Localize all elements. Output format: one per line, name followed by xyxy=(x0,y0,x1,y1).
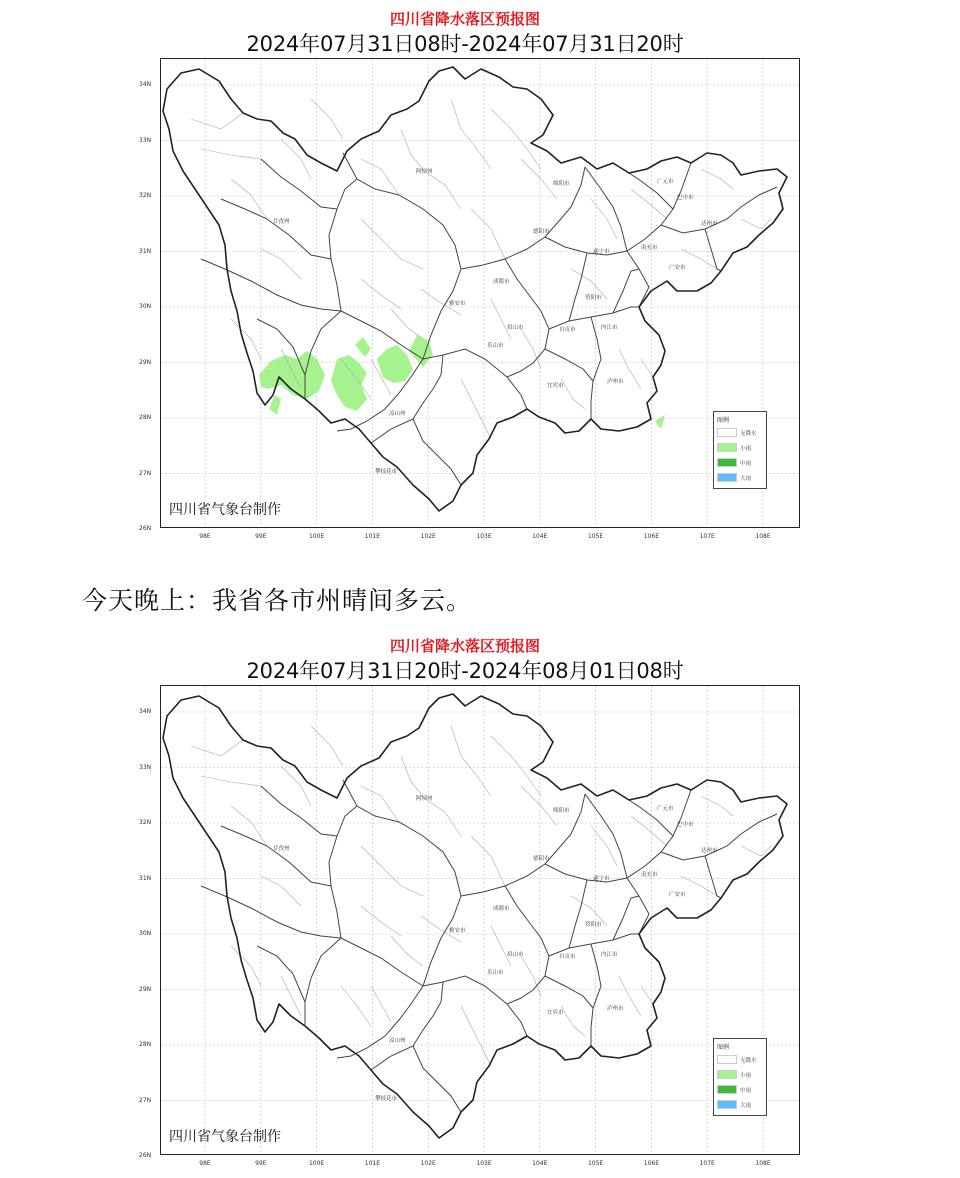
county-boundary xyxy=(261,249,301,279)
lat-tick-label: 34N xyxy=(139,81,152,88)
city-label: 达州市 xyxy=(701,848,718,854)
lon-tick-label: 103E xyxy=(476,533,492,540)
lat-tick-label: 33N xyxy=(139,136,152,144)
prefecture-boundary xyxy=(261,159,337,209)
lon-tick-label: 105E xyxy=(587,1160,604,1167)
prefecture-boundary xyxy=(341,938,423,986)
legend-label: 大雨 xyxy=(740,1102,752,1109)
lon-tick-label: 103E xyxy=(476,1160,492,1167)
map-period: 2024年07月31日08时-2024年07月31日20时 xyxy=(246,32,684,56)
prefecture-boundary xyxy=(585,167,627,251)
sichuan-map xyxy=(161,59,799,527)
city-label: 巴中市 xyxy=(677,195,694,201)
legend-item xyxy=(717,1097,763,1112)
city-label: 遂宁市 xyxy=(593,249,610,255)
city-label: 眉山市 xyxy=(507,952,524,958)
city-label: 广元市 xyxy=(657,179,674,185)
county-boundary xyxy=(561,1006,585,1036)
county-boundary xyxy=(521,159,557,199)
forecast-caption: 今天晚上：我省各市州晴间多云。 xyxy=(82,586,473,615)
map-credit: 四川省气象台制作 xyxy=(169,502,281,518)
city-label: 宜宾市 xyxy=(547,383,564,389)
city-label: 甘孜州 xyxy=(273,219,290,225)
prefecture-boundary xyxy=(585,794,627,878)
county-boundary xyxy=(741,846,771,856)
prefecture-boundary xyxy=(613,269,639,313)
city-label: 成都市 xyxy=(493,906,510,912)
lon-tick-label: 102E xyxy=(420,1160,436,1167)
city-label: 阿坝州 xyxy=(416,796,433,802)
county-boundary xyxy=(451,99,491,169)
lon-tick-label: 100E xyxy=(308,1160,325,1167)
lon-tick-label: 107E xyxy=(699,1160,715,1167)
city-label: 雅安市 xyxy=(449,928,466,934)
prefecture-boundary xyxy=(329,179,357,311)
legend xyxy=(713,411,767,489)
lat-tick-label: 30N xyxy=(139,303,152,310)
prefecture-boundary xyxy=(329,806,357,938)
county-boundary xyxy=(201,149,261,159)
lat-tick-label: 33N xyxy=(139,763,152,771)
rain-area xyxy=(355,337,371,357)
legend-item xyxy=(717,425,763,440)
lon-tick-label: 108E xyxy=(755,1160,771,1167)
city-label: 攀枝花市 xyxy=(375,469,398,475)
prefecture-boundary xyxy=(545,349,593,381)
city-label: 自贡市 xyxy=(559,327,576,333)
county-boundary xyxy=(521,786,557,826)
province-outline xyxy=(163,67,787,511)
lat-tick-label: 32N xyxy=(139,819,152,826)
sichuan-map xyxy=(161,686,799,1154)
prefecture-boundary xyxy=(505,886,549,1004)
legend-swatch-moderate-rain xyxy=(717,458,737,467)
county-boundary xyxy=(591,199,617,239)
rain-area xyxy=(331,355,367,411)
lon-tick-label: 98E xyxy=(199,1160,211,1167)
city-label: 泸州市 xyxy=(607,1006,624,1012)
prefecture-boundary xyxy=(505,259,549,377)
prefecture-boundary xyxy=(545,976,593,1008)
county-boundary xyxy=(311,99,343,139)
lon-tick-label: 99E xyxy=(255,533,267,540)
county-boundary xyxy=(361,219,423,269)
lat-tick-label: 31N xyxy=(139,874,152,882)
legend-item xyxy=(717,1052,763,1067)
prefecture-boundary xyxy=(661,187,777,233)
lon-tick-label: 100E xyxy=(308,533,325,540)
grid-lines xyxy=(161,686,799,1154)
county-boundary xyxy=(521,329,541,369)
prefecture-boundary xyxy=(569,253,587,321)
legend-item xyxy=(717,470,763,485)
city-label: 德阳市 xyxy=(533,856,550,862)
legend-label: 大雨 xyxy=(740,475,752,482)
prefecture-boundary xyxy=(591,944,601,1046)
city-label: 广元市 xyxy=(657,806,674,812)
county-boundary xyxy=(561,379,585,409)
rain-forecast-map-2 xyxy=(125,635,805,1167)
prefecture-boundary xyxy=(305,938,341,1026)
city-label: 资阳市 xyxy=(585,922,602,928)
lon-tick-label: 101E xyxy=(364,1160,381,1167)
county-boundary xyxy=(311,726,343,766)
county-boundary xyxy=(191,740,243,756)
county-boundary xyxy=(471,836,505,886)
lon-tick-label: 98E xyxy=(199,533,211,540)
legend-swatch-heavy-rain xyxy=(717,1100,737,1109)
prefecture-boundary xyxy=(257,946,305,1002)
lon-tick-label: 106E xyxy=(643,1160,660,1167)
county-boundary xyxy=(701,796,733,816)
legend-label: 小雨 xyxy=(740,445,752,452)
county-boundary xyxy=(591,826,617,866)
county-boundary xyxy=(231,319,261,359)
lat-tick-label: 29N xyxy=(139,358,152,366)
county-boundary xyxy=(421,169,461,209)
lat-tick-label: 29N xyxy=(139,985,152,993)
county-boundary xyxy=(341,986,371,1026)
city-label: 达州市 xyxy=(701,221,718,227)
lon-tick-label: 107E xyxy=(699,533,715,540)
lat-tick-label: 34N xyxy=(139,708,152,715)
city-label: 攀枝花市 xyxy=(375,1096,398,1102)
rain-areas xyxy=(259,335,665,429)
lat-tick-label: 31N xyxy=(139,247,152,255)
prefecture-boundary xyxy=(221,199,331,259)
county-boundary xyxy=(491,736,541,796)
county-boundary xyxy=(231,806,267,846)
county-boundary xyxy=(701,169,733,189)
lat-tick-label: 30N xyxy=(139,930,152,937)
prefecture-boundary xyxy=(201,259,341,311)
city-label: 凉山州 xyxy=(389,411,406,417)
legend-swatch-moderate-rain xyxy=(717,1085,737,1094)
city-label: 广安市 xyxy=(669,265,686,271)
city-label: 乐山市 xyxy=(487,343,504,349)
county-boundary xyxy=(391,309,423,339)
city-label: 广安市 xyxy=(669,892,686,898)
county-boundary xyxy=(491,926,511,966)
county-boundary xyxy=(401,129,423,169)
city-label: 泸州市 xyxy=(607,379,624,385)
county-boundary xyxy=(261,876,301,906)
lat-tick-label: 32N xyxy=(139,192,152,199)
legend xyxy=(713,1038,767,1116)
county-boundary xyxy=(231,179,267,219)
prefecture-boundary xyxy=(661,814,777,860)
city-label: 甘孜州 xyxy=(273,846,290,852)
lon-tick-label: 104E xyxy=(532,1160,548,1167)
legend-item xyxy=(717,455,763,470)
prefecture-boundary xyxy=(549,307,639,329)
prefecture-boundary xyxy=(201,886,341,938)
legend-item xyxy=(717,1067,763,1082)
city-label: 宜宾市 xyxy=(547,1010,564,1016)
lat-tick-label: 26N xyxy=(139,525,152,532)
prefecture-boundary xyxy=(591,317,601,419)
legend-swatch-light-rain xyxy=(717,1070,737,1079)
city-label: 自贡市 xyxy=(559,954,576,960)
city-label: 乐山市 xyxy=(487,970,504,976)
legend-swatch-no-rain xyxy=(717,1055,737,1064)
county-boundary xyxy=(631,189,667,219)
grid-lines xyxy=(161,59,799,527)
prefecture-boundary xyxy=(545,163,691,255)
county-boundary xyxy=(281,139,311,179)
county-boundary xyxy=(281,766,311,806)
prefecture-boundary xyxy=(549,934,639,956)
city-label: 内江市 xyxy=(601,325,618,331)
county-boundary xyxy=(361,786,399,822)
lat-tick-label: 27N xyxy=(139,1096,152,1104)
legend-swatch-light-rain xyxy=(717,443,737,452)
legend-label: 无降水 xyxy=(740,1057,757,1064)
county-boundary xyxy=(231,946,261,986)
lat-tick-label: 27N xyxy=(139,469,152,477)
city-label: 雅安市 xyxy=(449,301,466,307)
legend-title: 图例 xyxy=(717,1044,730,1051)
lat-tick-label: 28N xyxy=(139,1041,152,1048)
county-boundary xyxy=(471,209,505,259)
lon-tick-label: 104E xyxy=(532,533,548,540)
prefecture-boundary xyxy=(613,896,639,940)
lat-tick-label: 28N xyxy=(139,414,152,421)
county-boundary xyxy=(421,796,461,836)
prefecture-boundary xyxy=(261,786,337,836)
rain-forecast-map-1 xyxy=(125,8,805,540)
lon-tick-label: 99E xyxy=(255,1160,267,1167)
legend-label: 中雨 xyxy=(740,460,752,467)
prefecture-boundary xyxy=(371,982,443,1070)
city-label: 成都市 xyxy=(493,279,510,285)
county-boundary xyxy=(491,299,511,339)
city-label: 眉山市 xyxy=(507,325,524,331)
city-label: 巴中市 xyxy=(677,822,694,828)
city-label: 绵阳市 xyxy=(553,808,570,814)
legend-item xyxy=(717,440,763,455)
rain-area xyxy=(377,345,413,383)
map-frame xyxy=(139,685,800,1167)
lon-tick-label: 106E xyxy=(643,533,660,540)
city-label: 遂宁市 xyxy=(593,876,610,882)
map-title: 四川省降水落区预报图 xyxy=(389,10,540,28)
prefecture-boundary xyxy=(221,826,331,886)
county-boundary xyxy=(741,219,771,229)
prefecture-boundary xyxy=(413,419,461,485)
county-boundary xyxy=(491,109,541,169)
county-boundary xyxy=(461,1006,491,1066)
map-title: 四川省降水落区预报图 xyxy=(389,637,540,655)
county-boundary xyxy=(361,159,399,195)
legend-swatch-no-rain xyxy=(717,428,737,437)
county-boundary xyxy=(631,816,667,846)
map-frame xyxy=(139,58,800,540)
map-period: 2024年07月31日20时-2024年08月01日08时 xyxy=(246,659,684,683)
prefecture-boundary xyxy=(413,1046,461,1112)
legend-item xyxy=(717,1082,763,1097)
rain-area xyxy=(655,415,665,429)
county-boundary xyxy=(361,906,401,936)
county-boundary xyxy=(451,726,491,796)
city-label: 德阳市 xyxy=(533,229,550,235)
city-label: 南充市 xyxy=(641,872,658,878)
county-boundary xyxy=(361,846,423,896)
legend-label: 中雨 xyxy=(740,1087,752,1094)
county-boundary xyxy=(521,956,541,996)
legend-label: 无降水 xyxy=(740,430,757,437)
lat-tick-label: 26N xyxy=(139,1152,152,1159)
city-label: 阿坝州 xyxy=(416,169,433,175)
lon-tick-label: 101E xyxy=(364,533,381,540)
city-label: 资阳市 xyxy=(585,295,602,301)
county-boundary xyxy=(401,756,423,796)
county-boundary xyxy=(371,986,391,1022)
city-label: 内江市 xyxy=(601,952,618,958)
prefecture-boundary xyxy=(545,790,691,882)
legend-label: 小雨 xyxy=(740,1072,752,1079)
map-credit: 四川省气象台制作 xyxy=(169,1129,281,1145)
lon-tick-label: 108E xyxy=(755,533,771,540)
county-boundary xyxy=(391,936,423,966)
legend-swatch-heavy-rain xyxy=(717,473,737,482)
county-boundary xyxy=(191,113,243,129)
rain-area xyxy=(259,351,325,399)
province-outline xyxy=(163,694,787,1138)
county-boundary xyxy=(361,279,401,309)
city-label: 凉山州 xyxy=(389,1038,406,1044)
lon-tick-label: 105E xyxy=(587,533,604,540)
prefecture-boundary xyxy=(569,880,587,948)
lon-tick-label: 102E xyxy=(420,533,436,540)
city-label: 南充市 xyxy=(641,245,658,251)
legend-title: 图例 xyxy=(717,417,730,424)
county-boundary xyxy=(461,379,491,439)
county-boundary xyxy=(201,776,261,786)
city-label: 绵阳市 xyxy=(553,181,570,187)
